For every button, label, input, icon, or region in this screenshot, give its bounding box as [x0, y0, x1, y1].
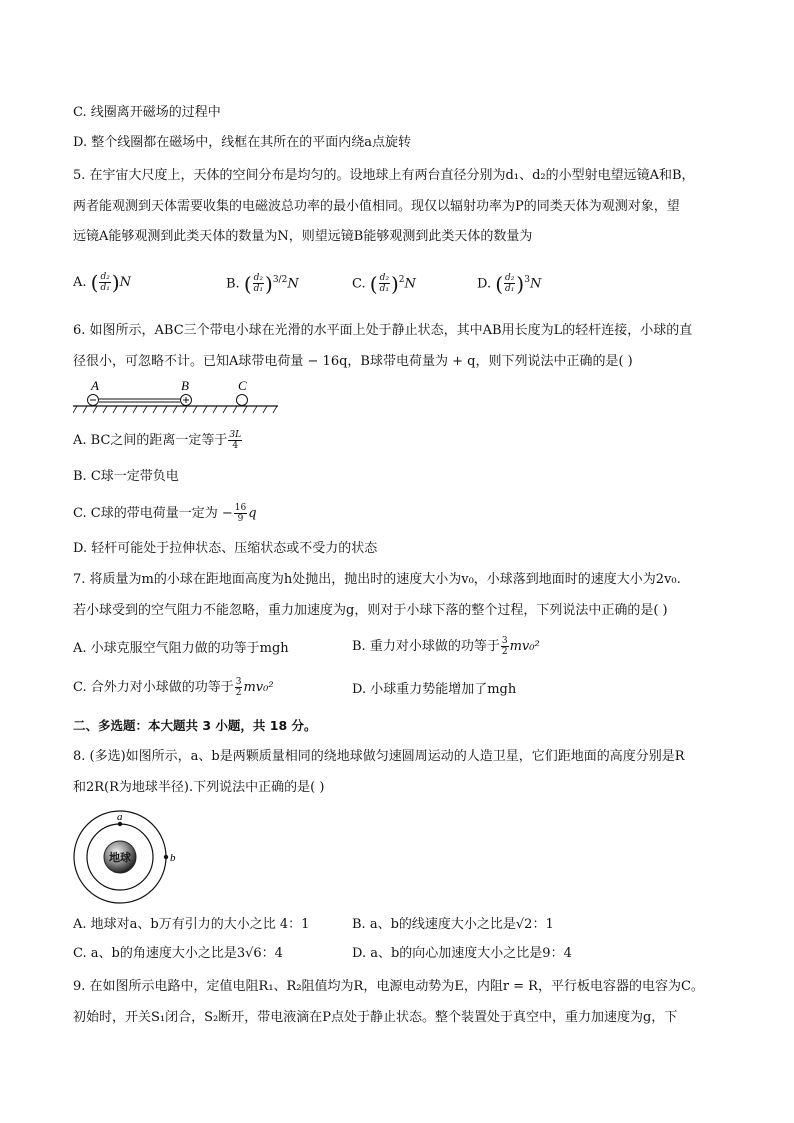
satellite-b-label: b — [170, 852, 176, 864]
q6-option-b: B. C球一定带负电 — [73, 469, 179, 484]
q7-option-c: C. 合外力对小球做的功等于 $\frac{3}{2}$ mv₀² — [73, 677, 274, 698]
ball-c-label: C — [238, 378, 247, 393]
q5-option-b: B. ( $\frac{\text{d₂}}{\text{d₁}}$ )$^{3/2}$N — [226, 271, 299, 296]
q6-option-a: A. BC之间的距离一定等于 $\frac{3L}{4}$ — [73, 430, 242, 451]
q6-stem-1: 6. 如图所示，ABC三个带电小球在光滑的水平面上处于静止状态，其中AB用长度为L的轻杆连接，小球的直 — [73, 323, 693, 338]
q5-option-a: A. ( $\frac{\text{d₂}}{\text{d₁}}$ )N — [73, 270, 132, 295]
q7-option-d: D. 小球重力势能增加了mgh — [352, 682, 517, 697]
q8-orbit-figure — [70, 805, 180, 910]
ball-b-label: B — [181, 378, 189, 393]
q6-option-c: C. C球的带电荷量一定为 − $\frac{16}{9}$ q — [73, 503, 257, 524]
satellite-b — [164, 855, 168, 859]
q7-option-a: A. 小球克服空气阻力做的功等于mgh — [73, 641, 289, 656]
q5-stem-1: 5. 在宇宙大尺度上，天体的空间分布是均匀的。设地球上有两台直径分别为d₁、d₂的小型射电望远镜A和B， — [73, 168, 695, 183]
q7-stem-2: 若小球受到的空气阻力不能忽略，重力加速度为g，则对于小球下落的整个过程，下列说法中正确的是( ) — [73, 603, 668, 618]
q9-stem-2: 初始时，开关S₁闭合，S₂断开，带电液滴在P点处于静止状态。整个装置处于真空中，重力加速度为g，下 — [73, 1010, 678, 1025]
q5-stem-2: 两者能观测到天体需要收集的电磁波总功率的最小值相同。现仅以辐射功率为P的同类天体为观测对象，望 — [73, 199, 680, 214]
q5-option-c: C. ( $\frac{\text{d₂}}{\text{d₁}}$ )$^2$N — [352, 271, 416, 296]
q7-option-b: B. 重力对小球做的功等于 $\frac{3}{2}$ mv₀² — [352, 636, 540, 657]
q4-option-c: C. 线圈离开磁场的过程中 — [73, 105, 221, 120]
q6-option-d: D. 轻杆可能处于拉伸状态、压缩状态或不受力的状态 — [73, 541, 378, 556]
q8-option-c: C. a、b的角速度大小之比是3√6：4 — [73, 946, 283, 961]
ground-hatch — [73, 406, 277, 413]
q8-option-b: B. a、b的线速度大小之比是√2：1 — [352, 917, 554, 932]
q8-stem-1: 8. (多选)如图所示，a、b是两颗质量相同的绕地球做匀速圆周运动的人造卫星，它们距地面的高度分别是R — [73, 749, 685, 764]
q5-stem-3: 远镜A能够观测到此类天体的数量为N，则望远镜B能够观测到此类天体的数量为 — [73, 229, 533, 244]
q6-figure — [73, 376, 283, 416]
earth-label: 地球 — [109, 851, 131, 864]
q7-stem-1: 7. 将质量为m的小球在距地面高度为h处抛出，抛出时的速度大小为v₀，小球落到地面时的速度大小为2v₀. — [73, 572, 681, 587]
q8-option-a: A. 地球对a、b万有引力的大小之比 4：1 — [73, 917, 310, 932]
ball-c — [237, 395, 248, 406]
q5-option-d: D. ( $\frac{\text{d₂}}{\text{d₁}}$ )$^3$N — [477, 271, 542, 296]
q9-stem-1: 9. 在如图所示电路中，定值电阻R₁、R₂阻值均为R，电源电动势为E，内阻r = R，平行板电容器的电容为C。 — [73, 979, 704, 994]
q6-stem-2: 径很小，可忽略不计。已知A球带电荷量 − 16q，B球带电荷量为 + q，则下列说法中正确的是( ) — [73, 354, 633, 369]
q8-option-d: D. a、b的向心加速度大小之比是9：4 — [352, 946, 572, 961]
q8-stem-2: 和2R(R为地球半径).下列说法中正确的是( ) — [73, 780, 325, 795]
satellite-a-label: a — [117, 811, 123, 823]
q4-option-d: D. 整个线圈都在磁场中，线框在其所在的平面内绕a点旋转 — [73, 135, 411, 150]
section-2-heading: 二、多选题：本大题共 3 小题，共 18 分。 — [73, 718, 317, 733]
ball-a-label: A — [91, 378, 99, 393]
